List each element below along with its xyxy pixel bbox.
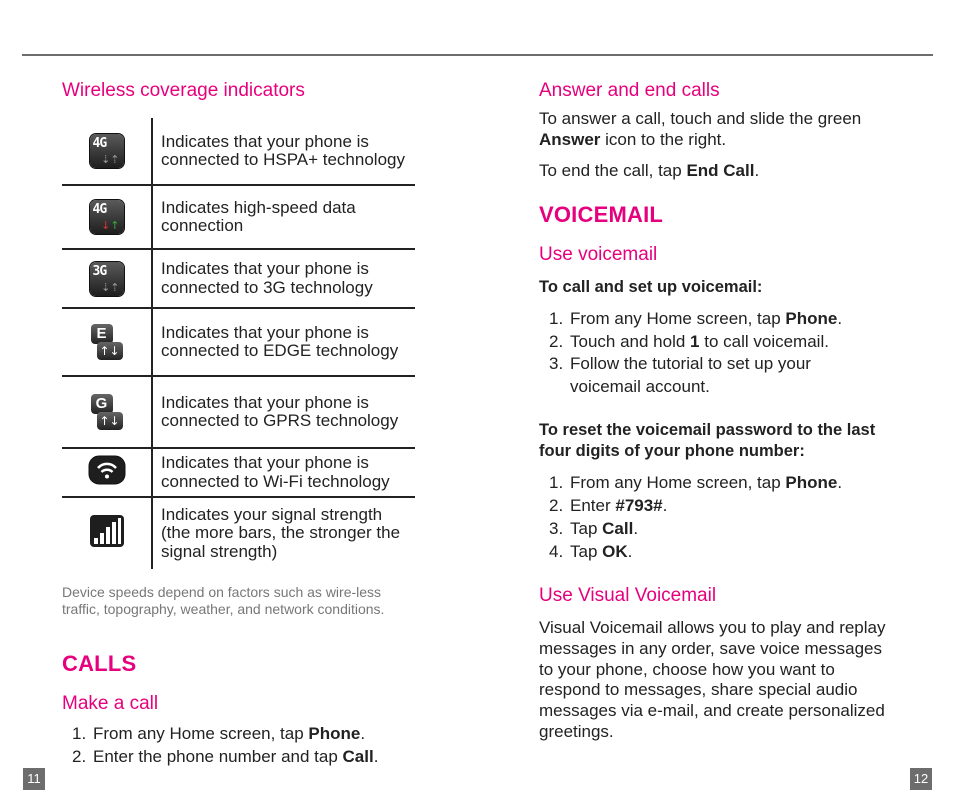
indicator-text: Indicates your signal strength (the more bars, the stronger the signal strength) xyxy=(161,504,401,561)
list-item: 1. From any Home screen, tap Phone. xyxy=(549,473,843,492)
setup-steps xyxy=(539,308,899,398)
3g-icon: 3G ⇣⇡ xyxy=(90,262,124,296)
indicator-text: Indicates that your phone is connected to 3G technology xyxy=(161,259,373,297)
indicator-row xyxy=(62,376,415,448)
indicator-row xyxy=(62,308,415,376)
page-number-left: 11 xyxy=(23,768,45,790)
make-call-heading: Make a call xyxy=(62,693,159,714)
answer-heading: Answer and end calls xyxy=(539,80,720,101)
4g-hspa-icon: 4G ⇣⇡ xyxy=(90,134,124,168)
indicator-text: Indicates high-speed data connection xyxy=(161,197,356,235)
signal-bars-icon xyxy=(89,514,125,553)
visual-voicemail-paragraph: Visual Voicemail allows you to play and replay messages in any order, save voice messages to your phone, choose how you want to respond to messages, share special audio messages via e-mail, and create personalized greetings. xyxy=(539,618,886,741)
indicator-text: Indicates that your phone is connected to Wi-Fi technology xyxy=(161,453,390,491)
page-number-right: 12 xyxy=(910,768,932,790)
answer-paragraph: To answer a call, touch and slide the green Answer icon to the right. xyxy=(539,109,862,149)
use-voicemail-heading: Use voicemail xyxy=(539,244,658,265)
list-item: 3. Follow the tutorial to set up your voicemail account. xyxy=(549,354,811,396)
edge-icon: E ↑↓ xyxy=(89,324,125,360)
list-item: 4. Tap OK. xyxy=(549,542,633,561)
4g-data-icon: 4G ↓↑ xyxy=(90,200,124,234)
gprs-icon: G ↑↓ xyxy=(89,394,125,430)
list-item: 2. Enter #793#. xyxy=(549,496,668,515)
make-call-steps xyxy=(62,722,417,768)
speed-note: Device speeds depend on factors such as wire-less traffic, topography, weather, and network conditions. xyxy=(62,584,385,617)
indicator-row xyxy=(62,497,415,569)
list-item: 1. From any Home screen, tap Phone. xyxy=(72,724,366,743)
indicator-text: Indicates that your phone is connected to GPRS technology xyxy=(161,392,399,430)
top-rule xyxy=(22,54,933,56)
visual-voicemail-heading: Use Visual Voicemail xyxy=(539,585,717,606)
indicator-row xyxy=(62,185,415,249)
list-item: 1. From any Home screen, tap Phone. xyxy=(549,309,843,328)
reset-subheading: To reset the voicemail password to the last four digits of your phone number: xyxy=(539,421,876,460)
list-item: 3. Tap Call. xyxy=(549,519,639,538)
reset-steps xyxy=(539,471,899,563)
voicemail-heading: VOICEMAIL xyxy=(539,202,664,227)
wifi-icon xyxy=(88,455,126,490)
wireless-heading: Wireless coverage indicators xyxy=(62,80,305,101)
setup-subheading: To call and set up voicemail: xyxy=(539,278,763,296)
indicator-table xyxy=(62,118,415,569)
end-call-paragraph: To end the call, tap End Call. xyxy=(539,161,760,180)
indicator-text: Indicates that your phone is connected to EDGE technology xyxy=(161,322,399,360)
indicator-row xyxy=(62,249,415,308)
list-item: 2. Touch and hold 1 to call voicemail. xyxy=(549,331,829,351)
calls-heading: CALLS xyxy=(62,651,137,676)
indicator-row xyxy=(62,118,415,185)
indicator-row xyxy=(62,448,415,497)
list-item: 2. Enter the phone number and tap Call. xyxy=(72,747,379,766)
indicator-text: Indicates that your phone is connected to HSPA+ technology xyxy=(161,131,405,169)
